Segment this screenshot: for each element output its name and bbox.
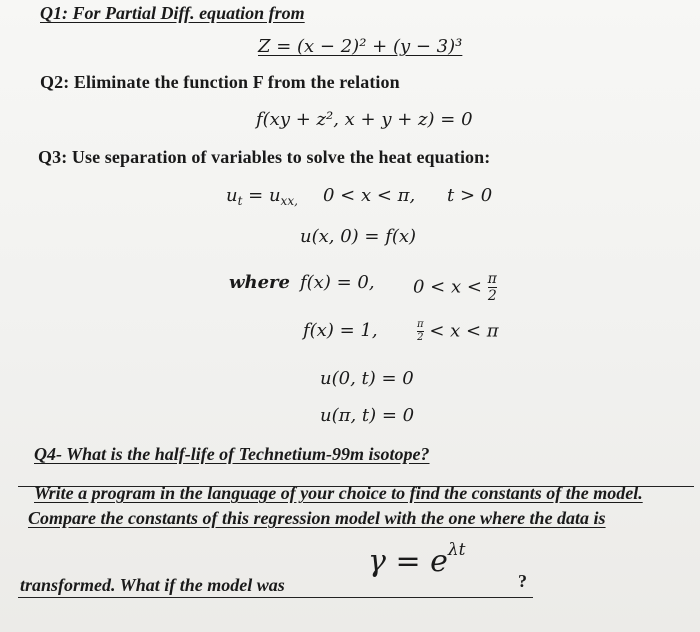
q3-heading: Q3: Use separation of variables to solve the heat equation: <box>38 147 491 167</box>
q2-equation: f(xy + z², x + y + z) = 0 <box>256 109 473 130</box>
line1-top-rule <box>18 486 694 487</box>
boundary-condition-2: u(π, t) = 0 <box>320 405 415 426</box>
fraction-denominator: 2 <box>487 288 497 304</box>
q4-line1: Write a program in the language of your choice to find the constants of the model. <box>34 483 643 503</box>
line3-underline <box>18 597 533 598</box>
fraction-numerator-small: π <box>417 319 424 330</box>
where-label: where <box>229 272 290 293</box>
f-case2-range <box>417 320 499 343</box>
model-exponent: λt <box>447 540 466 560</box>
pde-right-sub: xx, <box>280 194 298 208</box>
q2-heading: Q2: Eliminate the function F from the relation <box>40 72 400 92</box>
pde-domain-t: t > 0 <box>447 185 493 206</box>
pde-left: u <box>226 185 238 206</box>
f-case1-range <box>413 272 497 303</box>
q4-heading: Q4- What is the half-life of Technetium-99m isotope? <box>34 444 430 464</box>
q4-line2: Compare the constants of this regression model with the one where the data is <box>28 508 606 528</box>
fraction-numerator: π <box>487 271 497 287</box>
model-base: γ = e <box>368 544 448 579</box>
q4-line3: transformed. What if the model was <box>20 575 285 595</box>
exponential-model <box>368 540 466 579</box>
f-case1-range-pre: 0 < x < <box>413 276 482 298</box>
pde-left-sub: t <box>237 194 243 208</box>
question-mark: ? <box>518 571 528 591</box>
pde-domain-x: 0 < x < π, <box>323 185 416 206</box>
f-case1: f(x) = 0, <box>300 272 375 293</box>
fraction-denominator-small: 2 <box>417 332 424 343</box>
q1-heading: Q1: For Partial Diff. equation from <box>40 3 305 23</box>
f-case2: f(x) = 1, <box>303 320 378 341</box>
f-case2-range-post: < x < π <box>429 320 499 342</box>
heat-equation <box>226 185 298 208</box>
pi-over-2-fraction-small <box>417 320 424 343</box>
initial-condition: u(x, 0) = f(x) <box>300 226 417 247</box>
q1-equation: Z = (x − 2)² + (y − 3)³ <box>258 36 463 57</box>
pi-over-2-fraction <box>488 272 497 303</box>
pde-eq: = u <box>242 185 281 206</box>
boundary-condition-1: u(0, t) = 0 <box>320 368 414 389</box>
